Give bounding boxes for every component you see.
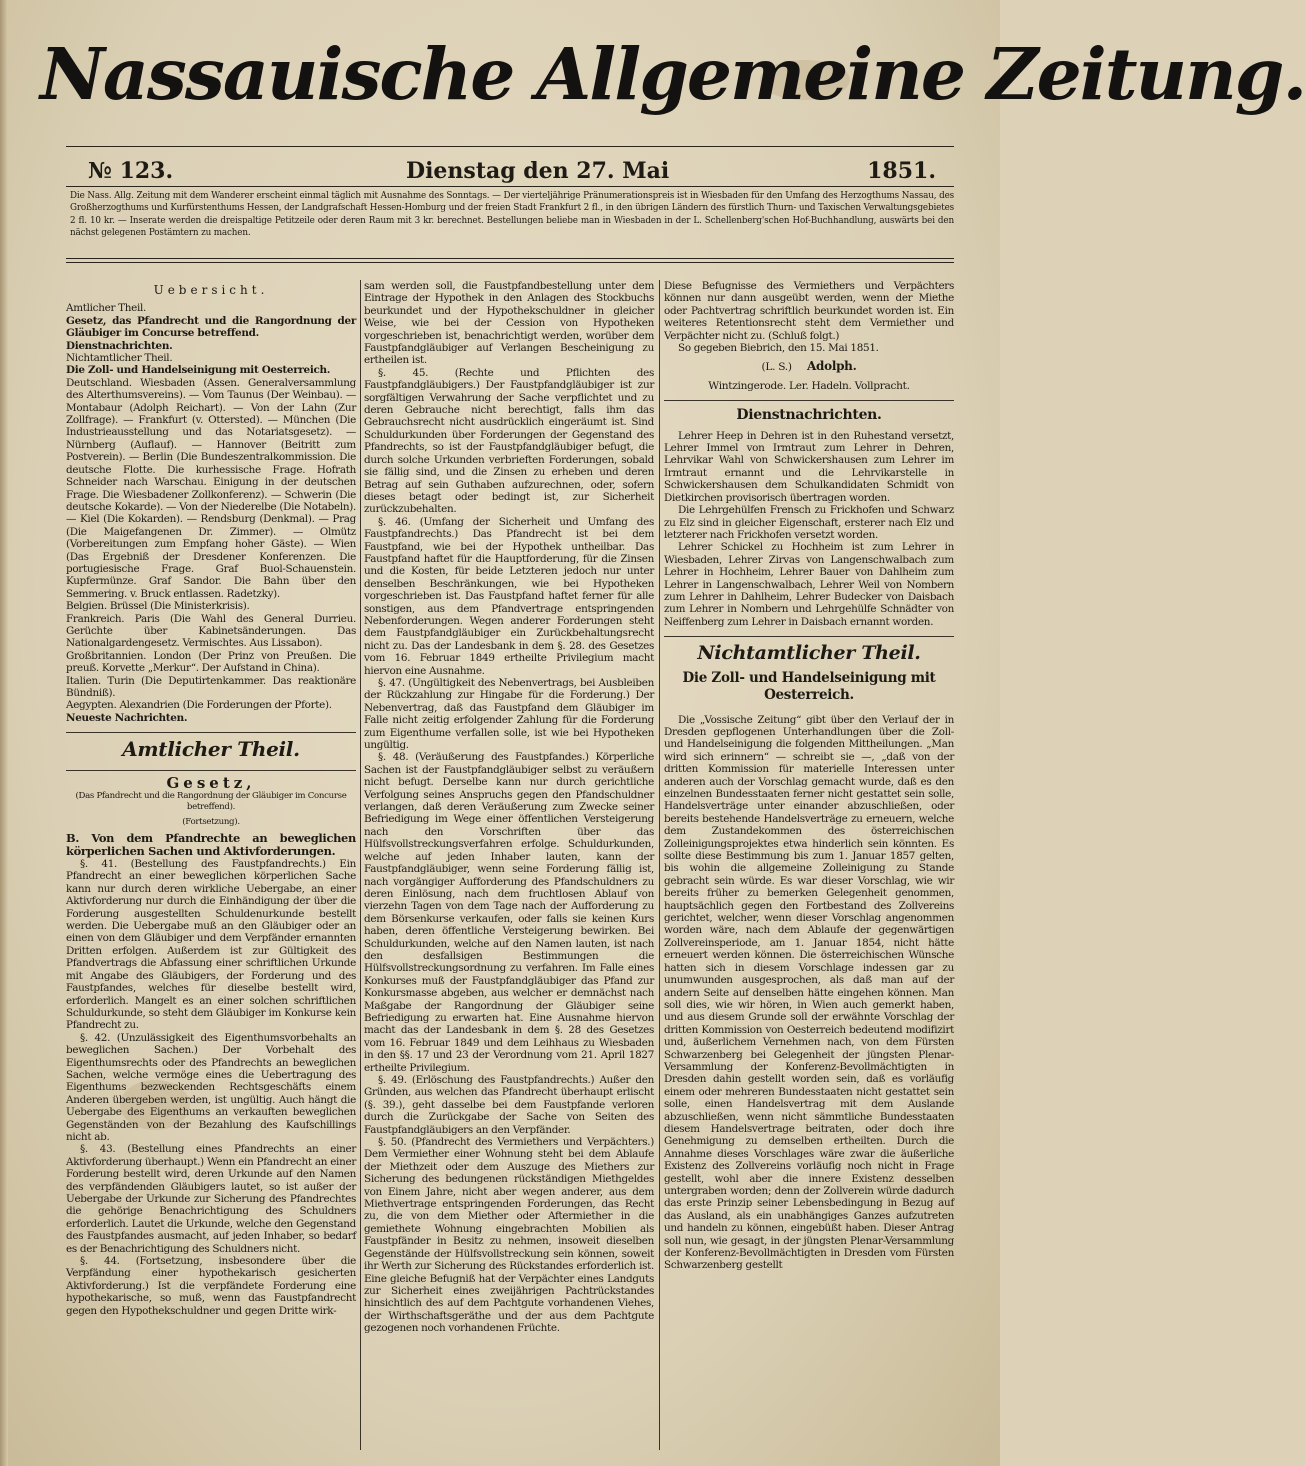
paragraph: §. 41. (Bestellung des Faustpfandrechts.) Ein Pfandrecht an einer beweglichen körperlichen Sache kann nur durch deren wirkliche Uebergabe, an einer Aktivforderung nur durch die Einhändigung der über die Forderung ausgestellten Schuldenurkunde bestellt werden. Die Uebergabe muß an den Gläubiger oder an einen von dem Gläubiger und dem Verpfänder ernannten Dritten erfolgen. Außerdem ist zur Gültigkeit des Pfandvertrags die Abfassung einer schriftlichen Urkunde mit Angabe des Gläubigers, der Forderung und des Faustpfandes, welches für dieselbe bestellt wird, erforderlich. Mangelt es an einer solchen schriftlichen Schuldurkunde, so steht dem Gläubiger im Konkurse kein Pfandrecht zu.	[66, 858, 356, 1032]
toc-entry: Belgien. Brüssel (Die Ministerkrisis).	[66, 600, 250, 613]
dateline-rule	[66, 186, 954, 187]
column-separator	[360, 280, 361, 1450]
section-divider	[66, 770, 356, 771]
paragraph: Die Lehrgehülfen Frensch zu Frickhofen und Schwarz zu Elz sind in gleicher Eigenschaft, ersterer nach Elz und letzterer nach Frickhofen versetzt worden.	[664, 504, 954, 541]
paragraph: So gegeben Biebrich, den 15. Mai 1851.	[678, 342, 879, 355]
section-divider	[664, 400, 954, 401]
paragraph: Diese Befugnisse des Vermiethers und Verpächters können nur dann ausgeübt werden, wenn der Miethe oder Pachtvertrag schriftlich beurkundet worden ist. Ein weiteres Retentionsrecht steht dem Vermiether und Verpächter nicht zu. (Schluß folgt.)	[664, 280, 954, 342]
seal-mark: (L. S.)	[761, 361, 792, 374]
paragraph: Lehrer Schickel zu Hochheim ist zum Lehrer in Wiesbaden, Lehrer Zirvas von Langenschwalbach zum Lehrer in Hochheim, Lehrer Bauer von Dahlheim zum Lehrer in Langenschwalbach, Lehrer Weil von Nombern zum Lehrer in Dahlheim, Lehrer Budecker von Daisbach zum Lehrer in Nombern und Lehrgehülfe Schnädter von Neiffenberg zum Lehrer in Daisbach ernannt worden.	[664, 541, 954, 628]
table-of-contents	[66, 302, 356, 724]
signature-block	[664, 360, 954, 373]
continuation-note: (Fortsetzung).	[182, 817, 240, 828]
paragraph: §. 43. (Bestellung eines Pfandrechts an einer Aktivforderung überhaupt.) Wenn ein Pfandrecht an einer Forderung bestellt wird, deren Urkunde auf den Namen des verpfändenden Gläubigers lautet, so ist außer der Uebergabe der Urkunde zur Sicherung des Pfandrechtes die gehörige Benachrichtigung des Schuldners erforderlich. Lautet die Urkunde, welche den Gegenstand des Faustpfandes ausmacht, auf jeden Inhaber, so bedarf es der Benachrichtigung des Schuldners nicht.	[66, 1143, 356, 1255]
toc-entry: Neueste Nachrichten.	[66, 711, 188, 724]
toc-entry: Großbritannien. London (Der Prinz von Preußen. Die preuß. Korvette „Merkur“. Der Aufstand in China).	[66, 649, 356, 675]
signature-ministers: Wintzingerode. Ler. Hadeln. Vollpracht.	[708, 379, 910, 392]
paragraph: §. 45. (Rechte und Pflichten des Faustpfandgläubigers.) Der Faustpfandgläubiger ist zur sorgfältigen Verwahrung der Sache verpflichtet und zu deren Gebrauche nicht berechtigt, falls ihm das Gebrauchsrecht nicht ausdrücklich eingeräumt ist. Sind Schuldurkunden über Forderungen der Gegenstand des Pfandrechts, so ist der Faustpfandgläubiger befugt, die durch solche Urkunden verbrieften Forderungen, sobald sie fällig sind, und die Zinsen zu erheben und deren Betrag auf sein Guthaben aufzurechnen, oder, sofern dieses betagt oder bedingt ist, zur Sicherheit zurückzubehalten.	[364, 366, 654, 516]
issue-number: № 123.	[88, 158, 174, 184]
signature-name: Adolph.	[807, 359, 857, 374]
paragraph: Die „Vossische Zeitung“ gibt über den Verlauf der in Dresden gepflogenen Unterhandlungen über die Zoll- und Handelseinigung die folgenden Mittheilungen. „Man wird sich erinnern“ — schreibt sie —, „daß von der dritten Kommission für materielle Interessen unter anderen auch der Vorschlag gemacht wurde, daß es den einzelnen Bundesstaaten ferner nicht gestattet sein solle, Handelsverträge unter einander abzuschließen, oder bereits bestehende Handelsverträge zu erneuern, welche dem Zustandekommen des österreichischen Zolleinigungsprojektes etwa hinderlich sein könnten. Es sollte diese Bestimmung bis zum 1. Januar 1857 gelten, bis wohin die allgemeine Zolleinigung zu Stande gebracht sein würde. Es war dieser Vorschlag, wie wir bereits früher zu bemerken Gelegenheit genommen, hauptsächlich gegen den Fortbestand des Zollvereins gerichtet, welcher, wenn dieser Vorschlag angenommen worden wäre, nach dem Ablaufe der gegenwärtigen Zollvereinsperiode, am 1. Januar 1854, nicht hätte erneuert werden können. Die österreichischen Wünsche hatten sich in diesem Vorschlage indessen gar zu unumwunden ausgesprochen, als daß man auf der andern Seite auf denselben hätte eingehen können. Man soll dies, wie wir hören, in Wien auch gemerkt haben, und aus diesem Grunde soll der erwähnte Vorschlag der dritten Kommission von Oesterreich bedeutend modifizirt und, äußerlichem Vernehmen nach, von dem Fürsten Schwarzenberg bei Gelegenheit der jüngsten Plenar-Versammlung der Konferenz-Bevollmächtigten in Dresden dahin gestellt worden sein, daß es vorläufig einem oder mehreren Bundesstaaten nicht gestattet sein solle, einen Handelsvertrag mit dem Auslande abzuschließen, wenn nicht sämmtliche Bundesstaaten diesem Handelsvertrage beitraten, oder doch ihre Genehmigung zu demselben ertheilten. Durch die Annahme dieses Vorschlages wäre zwar die äußerliche Existenz des Zollvereins vorläufig noch nicht in Frage gestellt, wohl aber die innere Existenz desselben untergraben worden; denn der Zollverein würde dadurch das erste Prinzip seiner Lebensbedingung in Bezug auf das Ausland, als ein unabhängiges Ganzes aufzutreten und handeln zu können, eingebüßt haben. Dieser Antrag soll nun, wie gesagt, in der jüngsten Plenar-Versammlung der Konferenz-Bevollmächtigten in Dresden vom Fürsten Schwarzenberg gestellt	[664, 713, 954, 1272]
paragraph: §. 48. (Veräußerung des Faustpfandes.) Körperliche Sachen ist der Faustpfandgläubiger selbst zu veräußern nicht befugt. Derselbe kann nur durch gerichtliche Verfolgung seines Anspruchs gegen den Pfandschuldner verlangen, daß deren Veräußerung zum Zwecke seiner Befriedigung im Wege einer öffentlichen Versteigerung nach den Vorschriften über das Hülfsvollstreckungsverfahren erfolge. Schuldurkunden, welche auf jeden Inhaber lauten, kann der Faustpfandgläubiger, wenn seine Forderung fällig ist, nach vorgängiger Aufforderung des Pfandschuldners zu deren Einlösung, nach dem fruchtlosen Ablauf von vierzehn Tagen von dem Tage nach der Aufforderung zu dem Börsenkurse verkaufen, oder falls sie keinen Kurs haben, deren öffentliche Versteigerung bewirken. Bei Schuldurkunden, welche auf den Namen lauten, ist nach den desfallsigen Bestimmungen die Hülfsvollstreckungsordnung zu verfahren. Im Falle eines Konkurses muß der Faustpfandgläubiger das Pfand zur Konkursmasse abgeben, aus welcher er demnächst nach Maßgabe der Rangordnung der Gläubiger seine Befriedigung zu erwarten hat. Eine Ausnahme hiervon macht das der Landesbank in dem §. 28 des Gesetzes vom 16. Februar 1849 und dem Leihhaus zu Wiesbaden in den §§. 17 und 23 der Verordnung vom 21. April 1827 ertheilte Privilegium.	[364, 751, 654, 1074]
toc-entry: Dienstnachrichten.	[66, 339, 173, 352]
paragraph: §. 42. (Unzulässigkeit des Eigenthumsvorbehalts an beweglichen Sachen.) Der Vorbehalt des Eigenthumsrechts oder des Pfandrechts an beweglichen Sachen, welche vermöge eines die Uebertragung des Eigenthums bezweckenden Rechtsgeschäfts einem Anderen übergeben werden, ist ungültig. Auch hängt die Uebergabe des Eigenthums an verkauften beweglichen Gegenständen von der Bezahlung des Kaufschillings nicht ab.	[66, 1031, 356, 1143]
paragraph: §. 50. (Pfandrecht des Vermiethers und Verpächters.) Dem Vermiether einer Wohnung steht bei dem Ablaufe der Miethzeit oder dem Auszuge des Miethers zur Sicherung des bedungenen rückständigen Miethgeldes von Einem Jahre, nicht aber wegen anderer, aus dem Miethvertrage entspringenden Forderungen, das Recht zu, die von dem Miether oder Aftermiether in die gemiethete Wohnung eingebrachten Mobilien als Faustpfänder in Besitz zu nehmen, insoweit dieselben Gegenstände der Hülfsvollstreckung sein können, soweit ihr Werth zur Sicherung des Rückstandes erforderlich ist. Eine gleiche Befugniß hat der Verpächter eines Landguts zur Sicherheit eines zweijährigen Pachtrückstandes hinsichtlich des auf dem Pachtgute vorhandenen Viehes, der Wirthschaftsgeräthe und der aus dem Pachtgute gezogenen noch vorhandenen Früchte.	[364, 1136, 654, 1335]
section-heading-amtlich: Amtlicher Theil.	[122, 737, 300, 762]
toc-entry: Deutschland. Wiesbaden (Assen. Generalversammlung des Alterthumsvereins). — Vom Taunus (Der Weinbau). — Montabaur (Adolph Reichart). — Von der Lahn (Zur Zollfrage). — Frankfurt (v. Ottersted). — München (Die Industrieausstellung und das Notariatsgesetz). — Nürnberg (Auflauf). — Hannover (Beitritt zum Postverein). — Berlin (Die Bundeszentralkommission. Die deutsche Flotte. Die kurhessische Frage. Hofrath Schneider nach Warschau. Einigung in der deutschen Frage. Die Wiesbadener Zollkonferenz). — Schwerin (Die deutsche Kokarde). — Von der Niederelbe (Die Notabeln). — Kiel (Die Kokarden). — Rendsburg (Denkmal). — Prag (Die Maigefangenen Dr. Zimmer). — Olmütz (Vorbereitungen zum Empfang hoher Gäste). — Wien (Das Ergebniß der Dresdener Konferenzen. Die portugiesische Frage. Graf Buol-Schauenstein. Kupfermünze. Graf Sandor. Die Bahn über den Semmering. v. Bruck entlassen. Radetzky).	[66, 376, 356, 600]
binding-edge	[0, 0, 8, 1466]
dateline	[70, 158, 950, 186]
law-heading: Gesetz,	[166, 773, 256, 792]
paragraph: Lehrer Heep in Dehren ist in den Ruhestand versetzt, Lehrer Immel von Irmtraut zum Lehrer in Dehren, Lehrvikar Wahl von Schwickershausen zum Lehrer im Irmtraut ernannt und die Lehrvikarstelle in Schwickershausen dem Schulkandidaten Schmidt von Dietkirchen provisorisch übertragen worden.	[664, 429, 954, 504]
paragraph: §. 46. (Umfang der Sicherheit und Umfang des Faustpfandrechts.) Das Pfandrecht ist bei dem Faustpfand, wie bei der Hypothek untheilbar. Das Faustpfand haftet für die Hauptforderung, für die Zinsen und die Kosten, für beide Letzteren jedoch nur unter denselben Beschränkungen, wie bei Hypotheken vorgeschrieben ist. Das Faustpfand haftet ferner für alle sonstigen, aus dem Pfandvertrage entspringenden Nebenforderungen. Wegen anderer Forderungen steht dem Faustpfandgläubiger ein Zurückbehaltungsrecht nicht zu. Das der Landesbank in dem §. 28. des Gesetzes vom 16. Februar 1849 ertheilte Privilegium macht hiervon eine Ausnahme.	[364, 515, 654, 677]
column-1	[66, 280, 356, 1460]
law-subtitle: (Das Pfandrecht und die Rangordnung der Gläubiger im Concurse betreffend).	[75, 791, 347, 813]
toc-entry: Amtlicher Theil.	[66, 302, 147, 315]
toc-entry: Aegypten. Alexandrien (Die Forderungen der Pforte).	[66, 699, 332, 712]
issue-year: 1851.	[867, 158, 936, 184]
toc-entry: Frankreich. Paris (Die Wahl des General Durrieu. Gerüchte über Kabinetsänderungen. Das Nationalgardengesetz. Vermischtes. Aus Lissabon).	[66, 612, 356, 650]
subscription-notice: Die Nass. Allg. Zeitung mit dem Wanderer erscheint einmal täglich mit Ausnahme des Sonntags. — Der vierteljährige Pränumerationspreis ist in Wiesbaden für den Umfang des Herzogthums Nassau, des Großherzogthums und Kurfürstenthums Hessen, der Landgrafschaft Hessen-Homburg und der freien Stadt Frankfurt 2 fl., in den übrigen Ländern des fürstlich Thurn- und Taxischen Verwaltungsgebietes 2 fl. 10 kr. — Inserate werden die dreispaltige Petitzeile oder deren Raum mit 3 kr. berechnet. Bestellungen beliebe man in Wiesbaden in der L. Schellenberg'schen Hof-Buchhandlung, auswärts bei den nächst gelegenen Postämtern zu machen.	[70, 191, 954, 239]
column-separator	[659, 280, 660, 1450]
notice-rule	[66, 258, 954, 259]
toc-entry: Italien. Turin (Die Deputirtenkammer. Das reaktionäre Bündniß).	[66, 674, 356, 699]
column-3	[664, 280, 954, 1460]
dienst-heading: Dienstnachrichten.	[736, 407, 882, 424]
paragraph: §. 49. (Erlöschung des Faustpfandrechts.) Außer den Gründen, aus welchen das Pfandrecht überhaupt erlischt (§. 39.), geht dasselbe bei dem Faustpfande verloren durch die Zurückgabe der Sache von Seiten des Faustpfandgläubigers an den Verpfänder.	[364, 1074, 654, 1136]
paragraph: §. 44. (Fortsetzung, insbesondere über die Verpfändung einer hypothekarisch gesicherten Aktivforderung.) Ist die verpfändete Forderung eine hypothekarische, so muß, wenn das Faustpfandrecht gegen den Hypothekschuldner und gegen Dritte wirk-	[66, 1255, 356, 1317]
paragraph: §. 47. (Ungültigkeit des Nebenvertrags, bei Ausbleiben der Rückzahlung zur Hingabe für die Forderung.) Der Nebenvertrag, daß das Faustpfand dem Gläubiger im Falle nicht zeitig erfolgender Zahlung für die Forderung zum Eigenthume verfallen solle, ist wie bei Hypotheken ungültig.	[364, 677, 654, 752]
section-heading-nichtamtlich: Nichtamtlicher Theil.	[697, 642, 921, 665]
toc-entry: Gesetz, das Pfandrecht und die Rangordnung der Gläubiger im Concurse betreffend.	[66, 314, 356, 340]
chapter-heading: B. Von dem Pfandrechte an beweglichen körperlichen Sachen und Aktivforderungen.	[66, 831, 356, 859]
issue-date: Dienstag den 27. Mai	[406, 158, 670, 184]
toc-entry: Nichtamtlicher Theil.	[66, 352, 173, 365]
toc-title: Uebersicht.	[153, 283, 269, 297]
column-2	[364, 280, 654, 1460]
paragraph: sam werden soll, die Faustpfandbestellung unter dem Eintrage der Hypothek in den Anlagen des Stockbuchs beurkundet und der Hypothekschuldner in gleicher Weise, wie bei der Cession von Hypotheken vorgeschrieben ist, benachrichtigt werden, worüber dem Faustpfandgläubiger auf Verlangen Bescheinigung zu ertheilen ist.	[364, 280, 654, 367]
toc-entry: Die Zoll- und Handelseinigung mit Oesterreich.	[66, 364, 331, 377]
masthead-rule	[66, 146, 954, 147]
masthead-title: Nassauische Allgemeine Zeitung.	[40, 32, 1305, 116]
article-heading: Die Zoll- und Handelseinigung mit Oesterreich.	[682, 669, 936, 703]
notice-rule-double	[66, 262, 954, 263]
section-divider	[66, 732, 356, 733]
section-divider	[664, 636, 954, 637]
